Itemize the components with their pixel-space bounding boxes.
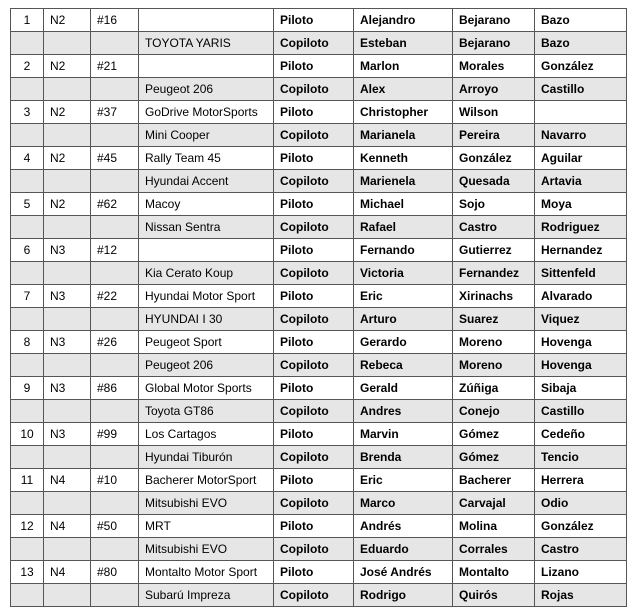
table-row [11, 55, 627, 78]
car-number-cell: #16 [91, 9, 139, 32]
car-number-cell: #86 [91, 377, 139, 400]
team-car-cell: Peugeot 206 [139, 354, 274, 377]
surname-2-cell: Alvarado [535, 285, 627, 308]
role-cell: Piloto [274, 193, 354, 216]
surname-1-cell: Quesada [453, 170, 535, 193]
first-name-cell: Michael [354, 193, 453, 216]
car-number-cell [91, 446, 139, 469]
first-name-cell: Brenda [354, 446, 453, 469]
position-cell [11, 32, 44, 55]
role-cell: Copiloto [274, 492, 354, 515]
class-cell [44, 354, 91, 377]
table-row [11, 78, 627, 101]
car-number-cell [91, 354, 139, 377]
role-cell: Piloto [274, 55, 354, 78]
class-cell [44, 262, 91, 285]
class-cell [44, 446, 91, 469]
surname-1-cell: González [453, 147, 535, 170]
table-row [11, 285, 627, 308]
first-name-cell: Andrés [354, 515, 453, 538]
role-cell: Piloto [274, 239, 354, 262]
team-car-cell: Hyundai Motor Sport [139, 285, 274, 308]
role-cell: Piloto [274, 423, 354, 446]
class-cell [44, 492, 91, 515]
first-name-cell: Eric [354, 285, 453, 308]
class-cell: N2 [44, 55, 91, 78]
first-name-cell: Fernando [354, 239, 453, 262]
team-car-cell: MRT [139, 515, 274, 538]
surname-2-cell: Bazo [535, 9, 627, 32]
car-number-cell: #10 [91, 469, 139, 492]
car-number-cell: #37 [91, 101, 139, 124]
first-name-cell: Eduardo [354, 538, 453, 561]
role-cell: Copiloto [274, 216, 354, 239]
surname-1-cell: Morales [453, 55, 535, 78]
class-cell: N3 [44, 239, 91, 262]
surname-1-cell: Castro [453, 216, 535, 239]
table-row [11, 147, 627, 170]
class-cell: N4 [44, 561, 91, 584]
first-name-cell: Arturo [354, 308, 453, 331]
class-cell: N4 [44, 515, 91, 538]
class-cell: N2 [44, 147, 91, 170]
car-number-cell [91, 124, 139, 147]
team-car-cell: Global Motor Sports [139, 377, 274, 400]
role-cell: Piloto [274, 147, 354, 170]
car-number-cell [91, 216, 139, 239]
surname-2-cell: Tencio [535, 446, 627, 469]
surname-1-cell: Arroyo [453, 78, 535, 101]
entry-list-table [10, 8, 627, 607]
team-car-cell: Peugeot Sport [139, 331, 274, 354]
surname-2-cell: Moya [535, 193, 627, 216]
surname-2-cell: Castillo [535, 78, 627, 101]
role-cell: Copiloto [274, 32, 354, 55]
table-row [11, 492, 627, 515]
table-row [11, 538, 627, 561]
surname-1-cell: Molina [453, 515, 535, 538]
surname-1-cell: Corrales [453, 538, 535, 561]
surname-1-cell: Conejo [453, 400, 535, 423]
surname-1-cell: Bejarano [453, 32, 535, 55]
table-row [11, 32, 627, 55]
car-number-cell [91, 170, 139, 193]
position-cell: 8 [11, 331, 44, 354]
table-row [11, 584, 627, 607]
first-name-cell: Eric [354, 469, 453, 492]
surname-2-cell: Viquez [535, 308, 627, 331]
surname-2-cell [535, 101, 627, 124]
surname-1-cell: Gómez [453, 423, 535, 446]
surname-2-cell: González [535, 515, 627, 538]
role-cell: Piloto [274, 101, 354, 124]
position-cell: 12 [11, 515, 44, 538]
surname-2-cell: Lizano [535, 561, 627, 584]
table-row [11, 515, 627, 538]
table-row [11, 239, 627, 262]
first-name-cell: Rodrigo [354, 584, 453, 607]
table-row [11, 400, 627, 423]
car-number-cell [91, 308, 139, 331]
first-name-cell: Alex [354, 78, 453, 101]
table-row [11, 469, 627, 492]
position-cell [11, 446, 44, 469]
car-number-cell: #21 [91, 55, 139, 78]
team-car-cell: Montalto Motor Sport [139, 561, 274, 584]
surname-1-cell: Moreno [453, 354, 535, 377]
table-row [11, 308, 627, 331]
team-car-cell: Toyota GT86 [139, 400, 274, 423]
team-car-cell: GoDrive MotorSports [139, 101, 274, 124]
position-cell [11, 400, 44, 423]
car-number-cell: #62 [91, 193, 139, 216]
position-cell [11, 584, 44, 607]
surname-2-cell: Hernandez [535, 239, 627, 262]
team-car-cell [139, 239, 274, 262]
table-row [11, 354, 627, 377]
role-cell: Copiloto [274, 124, 354, 147]
position-cell [11, 262, 44, 285]
class-cell [44, 216, 91, 239]
position-cell [11, 492, 44, 515]
surname-2-cell: Sittenfeld [535, 262, 627, 285]
first-name-cell: Rebeca [354, 354, 453, 377]
position-cell: 2 [11, 55, 44, 78]
role-cell: Copiloto [274, 262, 354, 285]
car-number-cell: #22 [91, 285, 139, 308]
first-name-cell: Gerald [354, 377, 453, 400]
position-cell: 5 [11, 193, 44, 216]
table-row [11, 101, 627, 124]
team-car-cell: Nissan Sentra [139, 216, 274, 239]
position-cell [11, 354, 44, 377]
surname-2-cell: Cedeño [535, 423, 627, 446]
position-cell: 6 [11, 239, 44, 262]
position-cell: 3 [11, 101, 44, 124]
class-cell [44, 308, 91, 331]
surname-1-cell: Bacherer [453, 469, 535, 492]
car-number-cell: #99 [91, 423, 139, 446]
surname-1-cell: Suarez [453, 308, 535, 331]
position-cell [11, 216, 44, 239]
car-number-cell [91, 262, 139, 285]
position-cell: 13 [11, 561, 44, 584]
team-car-cell: Mitsubishi EVO [139, 492, 274, 515]
surname-2-cell: Hovenga [535, 354, 627, 377]
class-cell [44, 78, 91, 101]
table-row [11, 377, 627, 400]
position-cell: 7 [11, 285, 44, 308]
team-car-cell: TOYOTA YARIS [139, 32, 274, 55]
surname-2-cell: Rojas [535, 584, 627, 607]
car-number-cell [91, 492, 139, 515]
car-number-cell [91, 78, 139, 101]
car-number-cell: #50 [91, 515, 139, 538]
surname-1-cell: Gutierrez [453, 239, 535, 262]
role-cell: Copiloto [274, 354, 354, 377]
role-cell: Piloto [274, 9, 354, 32]
class-cell [44, 170, 91, 193]
position-cell [11, 308, 44, 331]
position-cell: 10 [11, 423, 44, 446]
class-cell: N3 [44, 377, 91, 400]
team-car-cell: Mini Cooper [139, 124, 274, 147]
first-name-cell: Marco [354, 492, 453, 515]
class-cell: N4 [44, 469, 91, 492]
first-name-cell: Marianela [354, 124, 453, 147]
surname-1-cell: Sojo [453, 193, 535, 216]
team-car-cell: Bacherer MotorSport [139, 469, 274, 492]
surname-1-cell: Moreno [453, 331, 535, 354]
surname-2-cell: Castro [535, 538, 627, 561]
team-car-cell: HYUNDAI I 30 [139, 308, 274, 331]
role-cell: Copiloto [274, 400, 354, 423]
table-row [11, 331, 627, 354]
surname-2-cell: Aguilar [535, 147, 627, 170]
car-number-cell [91, 400, 139, 423]
role-cell: Copiloto [274, 538, 354, 561]
first-name-cell: Alejandro [354, 9, 453, 32]
surname-1-cell: Carvajal [453, 492, 535, 515]
class-cell [44, 124, 91, 147]
team-car-cell: Mitsubishi EVO [139, 538, 274, 561]
surname-2-cell: Castillo [535, 400, 627, 423]
car-number-cell [91, 32, 139, 55]
class-cell [44, 584, 91, 607]
surname-2-cell: Bazo [535, 32, 627, 55]
car-number-cell: #45 [91, 147, 139, 170]
first-name-cell: Andres [354, 400, 453, 423]
table-row [11, 262, 627, 285]
position-cell [11, 538, 44, 561]
surname-2-cell: Rodriguez [535, 216, 627, 239]
first-name-cell: Marvin [354, 423, 453, 446]
surname-2-cell: Hovenga [535, 331, 627, 354]
table-row [11, 423, 627, 446]
table-body [11, 9, 627, 607]
first-name-cell: Esteban [354, 32, 453, 55]
class-cell [44, 400, 91, 423]
surname-2-cell: Navarro [535, 124, 627, 147]
position-cell [11, 124, 44, 147]
position-cell [11, 170, 44, 193]
team-car-cell: Hyundai Tiburón [139, 446, 274, 469]
team-car-cell: Peugeot 206 [139, 78, 274, 101]
surname-2-cell: Herrera [535, 469, 627, 492]
car-number-cell [91, 538, 139, 561]
position-cell: 9 [11, 377, 44, 400]
first-name-cell: Victoria [354, 262, 453, 285]
surname-2-cell: González [535, 55, 627, 78]
table-row [11, 170, 627, 193]
team-car-cell: Subarú Impreza [139, 584, 274, 607]
team-car-cell: Hyundai Accent [139, 170, 274, 193]
class-cell: N3 [44, 285, 91, 308]
team-car-cell: Rally Team 45 [139, 147, 274, 170]
surname-2-cell: Sibaja [535, 377, 627, 400]
role-cell: Copiloto [274, 446, 354, 469]
class-cell [44, 538, 91, 561]
surname-1-cell: Gómez [453, 446, 535, 469]
first-name-cell: Marienela [354, 170, 453, 193]
class-cell: N3 [44, 331, 91, 354]
role-cell: Copiloto [274, 170, 354, 193]
car-number-cell: #26 [91, 331, 139, 354]
surname-1-cell: Montalto [453, 561, 535, 584]
first-name-cell: Rafael [354, 216, 453, 239]
table-row [11, 124, 627, 147]
surname-2-cell: Odio [535, 492, 627, 515]
surname-2-cell: Artavia [535, 170, 627, 193]
position-cell: 11 [11, 469, 44, 492]
role-cell: Piloto [274, 285, 354, 308]
table-row [11, 9, 627, 32]
position-cell: 1 [11, 9, 44, 32]
team-car-cell [139, 55, 274, 78]
team-car-cell [139, 9, 274, 32]
surname-1-cell: Zúñiga [453, 377, 535, 400]
role-cell: Piloto [274, 377, 354, 400]
surname-1-cell: Wilson [453, 101, 535, 124]
surname-1-cell: Xirinachs [453, 285, 535, 308]
role-cell: Copiloto [274, 584, 354, 607]
first-name-cell: Marlon [354, 55, 453, 78]
first-name-cell: Kenneth [354, 147, 453, 170]
class-cell: N2 [44, 193, 91, 216]
table-row [11, 446, 627, 469]
class-cell: N2 [44, 9, 91, 32]
class-cell [44, 32, 91, 55]
first-name-cell: Christopher [354, 101, 453, 124]
role-cell: Piloto [274, 469, 354, 492]
first-name-cell: Gerardo [354, 331, 453, 354]
first-name-cell: José Andrés [354, 561, 453, 584]
surname-1-cell: Fernandez [453, 262, 535, 285]
team-car-cell: Macoy [139, 193, 274, 216]
role-cell: Piloto [274, 331, 354, 354]
position-cell: 4 [11, 147, 44, 170]
team-car-cell: Kia Cerato Koup [139, 262, 274, 285]
team-car-cell: Los Cartagos [139, 423, 274, 446]
class-cell: N3 [44, 423, 91, 446]
role-cell: Piloto [274, 515, 354, 538]
table-row [11, 216, 627, 239]
car-number-cell: #80 [91, 561, 139, 584]
role-cell: Copiloto [274, 78, 354, 101]
class-cell: N2 [44, 101, 91, 124]
surname-1-cell: Quirós [453, 584, 535, 607]
role-cell: Copiloto [274, 308, 354, 331]
surname-1-cell: Bejarano [453, 9, 535, 32]
table-row [11, 561, 627, 584]
car-number-cell [91, 584, 139, 607]
surname-1-cell: Pereira [453, 124, 535, 147]
car-number-cell: #12 [91, 239, 139, 262]
position-cell [11, 78, 44, 101]
role-cell: Piloto [274, 561, 354, 584]
table-row [11, 193, 627, 216]
